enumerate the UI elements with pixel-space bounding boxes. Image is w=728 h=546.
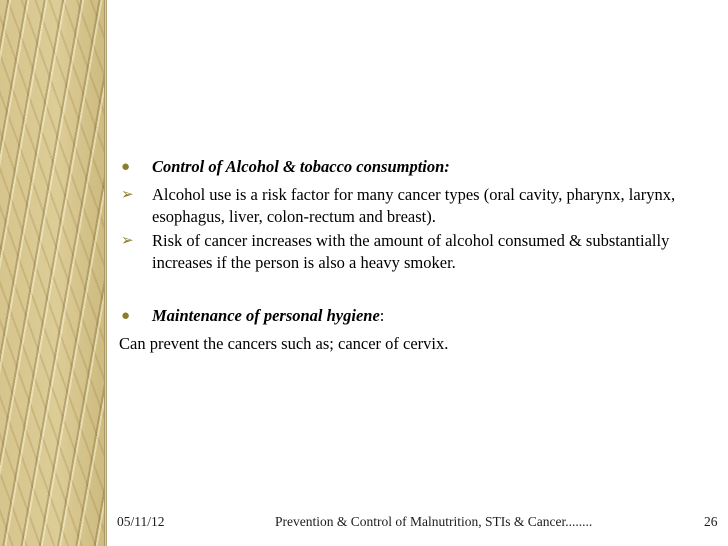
bullet-heading: Maintenance of personal hygiene (152, 306, 380, 325)
bullet-text: Risk of cancer increases with the amount of alcohol consumed & substantially increases if the person is also a heavy smoker. (152, 231, 670, 272)
round-bullet-icon: ● (121, 159, 131, 175)
body-text: Can prevent the cancers such as; cancer of cervix. (119, 334, 449, 353)
slide-content (107, 0, 728, 546)
round-bullet-icon: ● (121, 308, 131, 324)
bullet-item-hygiene (121, 305, 722, 327)
bullet-item-alcohol-tobacco (121, 156, 722, 178)
bullet-item-cancer-risk (121, 230, 722, 274)
footer-title: Prevention & Control of Malnutrition, STIs & Cancer........ (275, 514, 593, 529)
heading-colon: : (379, 306, 385, 325)
bullet-text: Alcohol use is a risk factor for many cancer types (oral cavity, pharynx, larynx, esophagus, liver, colon-rectum and breast). (152, 185, 676, 226)
arrow-bullet-icon: ➢ (121, 233, 134, 249)
footer-page-number: 26 (704, 514, 718, 529)
bullet-item-alcohol-risk (121, 184, 722, 228)
footer-date: 05/11/12 (117, 514, 165, 529)
arrow-bullet-icon: ➢ (121, 187, 134, 203)
bullet-heading: Control of Alcohol & tobacco consumption: (152, 157, 450, 176)
decorative-side-panel (0, 0, 104, 546)
